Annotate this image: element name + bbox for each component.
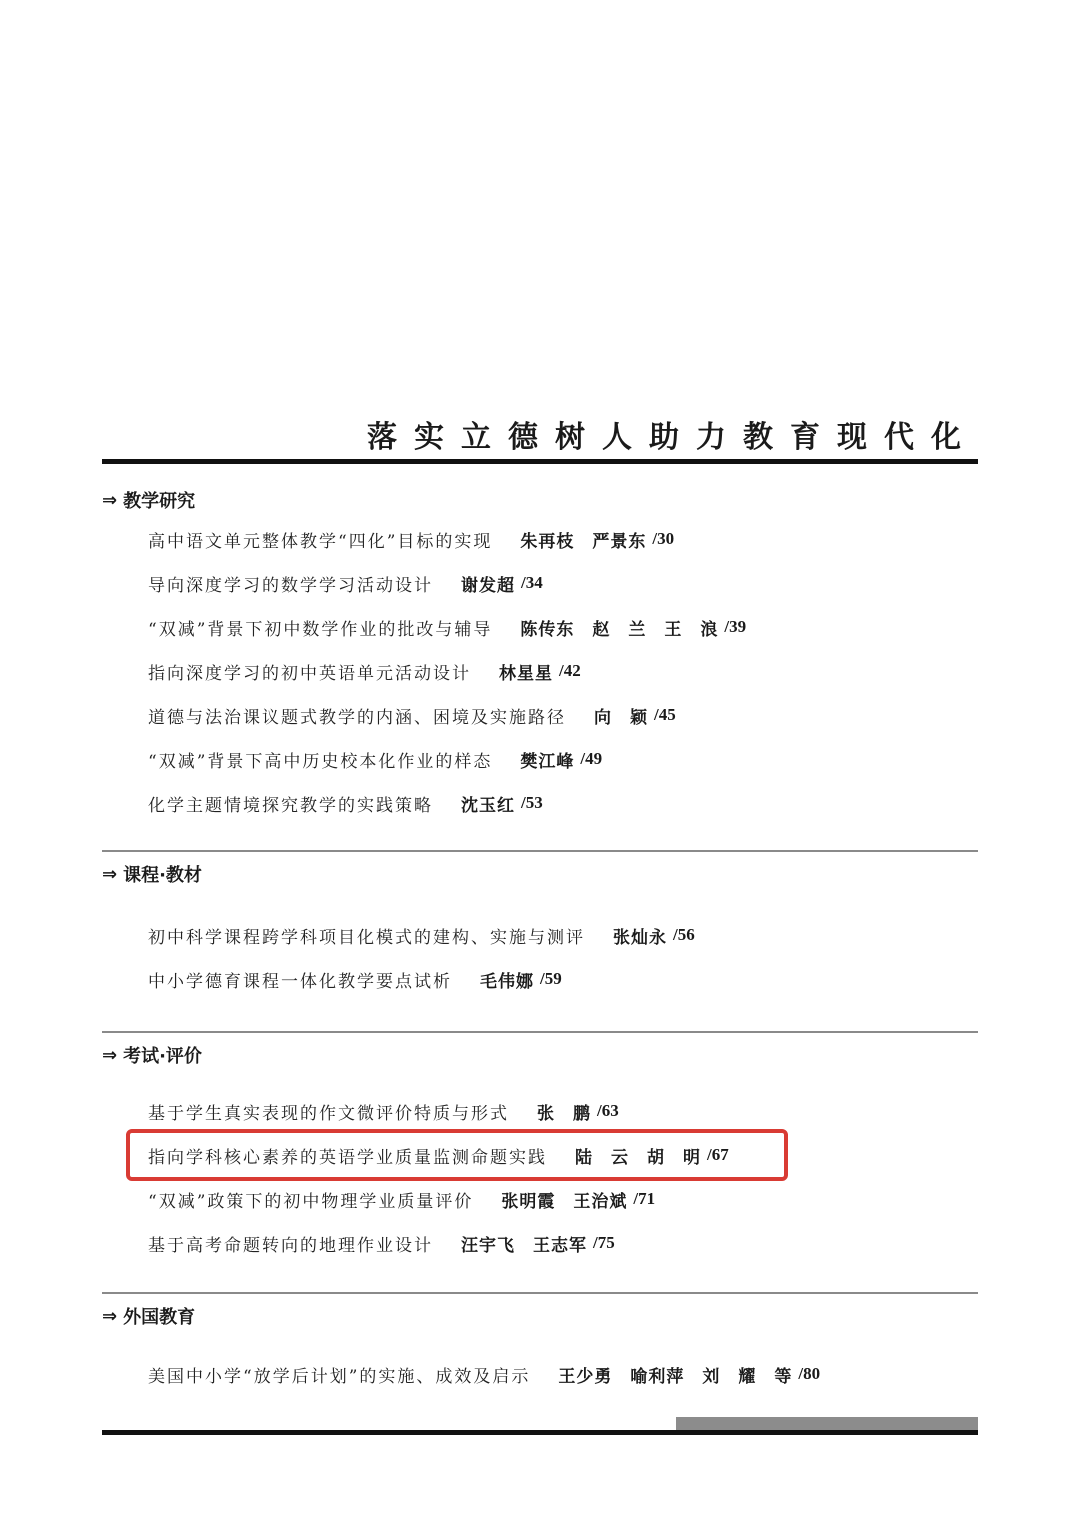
toc-entry-page: /63 [597, 1101, 619, 1120]
section-heading [102, 486, 195, 514]
toc-entry[interactable] [148, 788, 543, 818]
highlight-box [126, 1129, 788, 1181]
section-heading [102, 1041, 202, 1069]
footer-gray-bar [676, 1417, 978, 1430]
toc-entry-authors: 汪宇飞 王志军 [461, 1235, 587, 1256]
toc-entry-authors: 陆 云 胡 明 [575, 1147, 701, 1168]
toc-entry-page: /80 [798, 1364, 821, 1383]
toc-entry-page: /34 [521, 573, 543, 592]
toc-entry[interactable] [148, 612, 746, 642]
toc-entry-authors: 张 鹏 [537, 1103, 591, 1124]
toc-entry-title: “双减”背景下初中数学作业的批改与辅导 [148, 619, 493, 640]
toc-entry[interactable] [148, 524, 674, 554]
toc-entry-page: /45 [654, 705, 676, 724]
toc-entry-page: /67 [707, 1145, 729, 1164]
section-heading-label: 课程·教材 [123, 865, 202, 886]
toc-entry-title: 中小学德育课程一体化教学要点试析 [148, 971, 452, 992]
toc-entry-title: “双减”政策下的初中物理学业质量评价 [148, 1191, 474, 1212]
toc-entry-title: 指向深度学习的初中英语单元活动设计 [148, 663, 471, 684]
section-divider [102, 1031, 978, 1033]
toc-entry-page: /30 [652, 529, 675, 548]
toc-entry-page: /56 [673, 925, 695, 944]
toc-entry-authors: 王少勇 喻利萍 刘 耀 等 [558, 1366, 793, 1387]
toc-entry-page: /71 [633, 1189, 656, 1208]
page-banner-title: 落实立德树人助力教育现代化 [367, 420, 978, 455]
toc-entry-authors: 陈传东 赵 兰 王 浪 [520, 619, 719, 640]
section-heading-label: 教学研究 [123, 491, 196, 512]
toc-entry[interactable] [148, 920, 695, 950]
toc-entry[interactable] [148, 1359, 820, 1389]
toc-entry-title: 化学主题情境探究教学的实践策略 [148, 795, 433, 816]
toc-entry-authors: 谢发超 [461, 575, 515, 596]
toc-entry[interactable] [148, 1096, 619, 1126]
toc-entry-page: /59 [540, 969, 562, 988]
toc-entry-title: 导向深度学习的数学学习活动设计 [148, 575, 433, 596]
toc-entry-page: /75 [593, 1233, 615, 1252]
double-arrow-icon: ⇒ [102, 863, 118, 885]
toc-entry-page: /39 [724, 617, 747, 636]
section-heading-label: 外国教育 [123, 1307, 196, 1328]
toc-entry-title: 初中科学课程跨学科项目化模式的建构、实施与测评 [148, 927, 585, 948]
toc-entry-authors: 林星星 [499, 663, 553, 684]
banner-rule [102, 459, 978, 464]
toc-entry-authors: 朱再枝 严景东 [520, 531, 647, 552]
toc-entry-page: /53 [521, 793, 543, 812]
toc-entry[interactable] [148, 568, 543, 598]
toc-entry-page: /42 [559, 661, 581, 680]
section-divider [102, 1292, 978, 1294]
toc-entry-title: 美国中小学“放学后计划”的实施、成效及启示 [148, 1366, 531, 1387]
toc-entry-title: 基于高考命题转向的地理作业设计 [148, 1235, 433, 1256]
toc-entry-authors: 张明霞 王治斌 [501, 1191, 628, 1212]
toc-entry-title: 道德与法治课议题式教学的内涵、困境及实施路径 [148, 707, 566, 728]
double-arrow-icon: ⇒ [102, 1305, 118, 1327]
toc-entry[interactable] [148, 700, 676, 730]
toc-entry[interactable] [148, 1184, 655, 1214]
toc-entry[interactable] [148, 656, 581, 686]
toc-entry[interactable] [148, 964, 562, 994]
double-arrow-icon: ⇒ [102, 489, 118, 511]
section-heading-label: 考试·评价 [123, 1046, 202, 1067]
toc-entry-authors: 向 颖 [594, 707, 648, 728]
toc-entry-authors: 毛伟娜 [480, 971, 534, 992]
double-arrow-icon: ⇒ [102, 1044, 118, 1066]
toc-entry-authors: 张灿永 [613, 927, 667, 948]
toc-entry-authors: 沈玉红 [461, 795, 515, 816]
toc-entry-authors: 樊江峰 [520, 751, 575, 772]
toc-entry[interactable] [148, 1228, 615, 1258]
footer-rule [102, 1430, 978, 1435]
toc-entry-title: 基于学生真实表现的作文微评价特质与形式 [148, 1103, 509, 1124]
section-heading [102, 860, 202, 888]
toc-entry-title: 高中语文单元整体教学“四化”目标的实现 [148, 531, 493, 552]
toc-entry-page: /49 [580, 749, 603, 768]
toc-entry-title: 指向学科核心素养的英语学业质量监测命题实践 [148, 1147, 547, 1168]
toc-entry[interactable] [148, 744, 602, 774]
section-heading [102, 1302, 195, 1330]
section-divider [102, 850, 978, 852]
toc-entry-title: “双减”背景下高中历史校本化作业的样态 [148, 751, 493, 772]
